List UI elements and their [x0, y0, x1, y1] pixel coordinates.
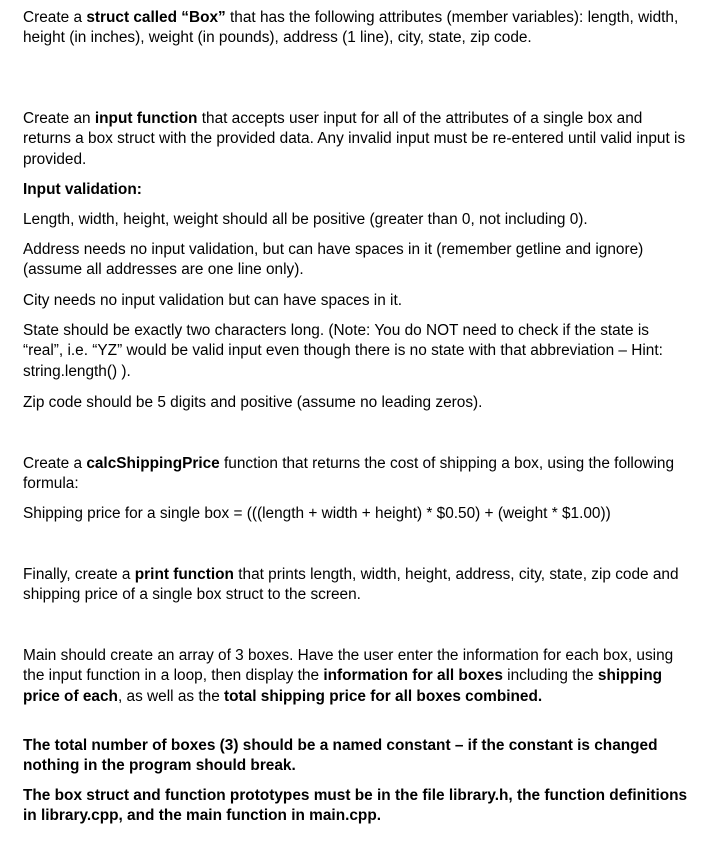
print-text-bold: print function: [134, 566, 234, 583]
input-text-a: Create an: [23, 110, 95, 127]
input-function-paragraph: [23, 109, 693, 170]
input-text-c: that accepts user input for all of the attributes of a single box and returns a box struct with the provided data. Any invalid input must be re-entered until valid input is provided.: [23, 110, 686, 168]
print-text-c: that prints length, width, height, address, city, state, zip code and shipping price of a single box struct to the screen.: [23, 566, 679, 604]
main-text-d: , as well as the: [117, 687, 225, 705]
struct-text-a: Create a: [23, 9, 87, 26]
city-validation-paragraph: City needs no input validation but can have spaces in it.: [23, 292, 403, 309]
main-text-c: including the: [502, 667, 598, 685]
main-text-bold-2: shipping price of each: [23, 667, 663, 705]
state-validation-paragraph: State should be exactly two characters long. (Note: You do NOT need to check if the state is “real”, i.e. “YZ” would be valid input even though there is no state with that abbreviation – Hint: string.length() ).: [23, 322, 663, 380]
file-structure-paragraph: The box struct and function prototypes must be in the file library.h, the function definitions in library.cpp, and the main function in main.cpp.: [23, 787, 688, 825]
input-text-bold: input function: [94, 110, 198, 127]
shipping-text-a: Create a: [23, 455, 87, 472]
named-constant-paragraph: The total number of boxes (3) should be a named constant – if the constant is changed nothing in the program should break.: [23, 737, 658, 775]
address-validation-paragraph: Address needs no input validation, but can have spaces in it (remember getline and ignore) (assume all addresses are one line only).: [23, 241, 644, 279]
print-function-paragraph: [23, 565, 693, 606]
main-text-bold-1: information for all boxes: [323, 667, 503, 685]
print-text-a: Finally, create a: [23, 566, 135, 583]
struct-paragraph: [23, 8, 693, 49]
input-validation-heading: Input validation:: [23, 181, 142, 198]
shipping-text-c: function that returns the cost of shipping a box, using the following formula:: [23, 455, 675, 493]
main-text-a: Main should create an array of 3 boxes. Have the user enter the information for each box, using the input function in a loop, then display the: [23, 647, 674, 685]
shipping-formula-paragraph: Shipping price for a single box = (((length + width + height) * $0.50) + (weight * $1.00)): [23, 505, 611, 522]
dimension-validation-paragraph: Length, width, height, weight should all be positive (greater than 0, not including 0).: [23, 211, 588, 228]
shipping-function-paragraph: [23, 454, 693, 495]
struct-text-c: that has the following attributes (member variables): length, width, height (in inches), weight (in pounds), address (1 line), city, state, zip code.: [23, 9, 679, 47]
struct-text-bold: struct called “Box”: [86, 9, 226, 26]
main-paragraph: [23, 646, 693, 707]
main-text-bold-3: total shipping price for all boxes combined.: [224, 687, 543, 705]
zip-validation-paragraph: Zip code should be 5 digits and positive (assume no leading zeros).: [23, 394, 483, 411]
shipping-text-bold: calcShippingPrice: [86, 455, 220, 472]
